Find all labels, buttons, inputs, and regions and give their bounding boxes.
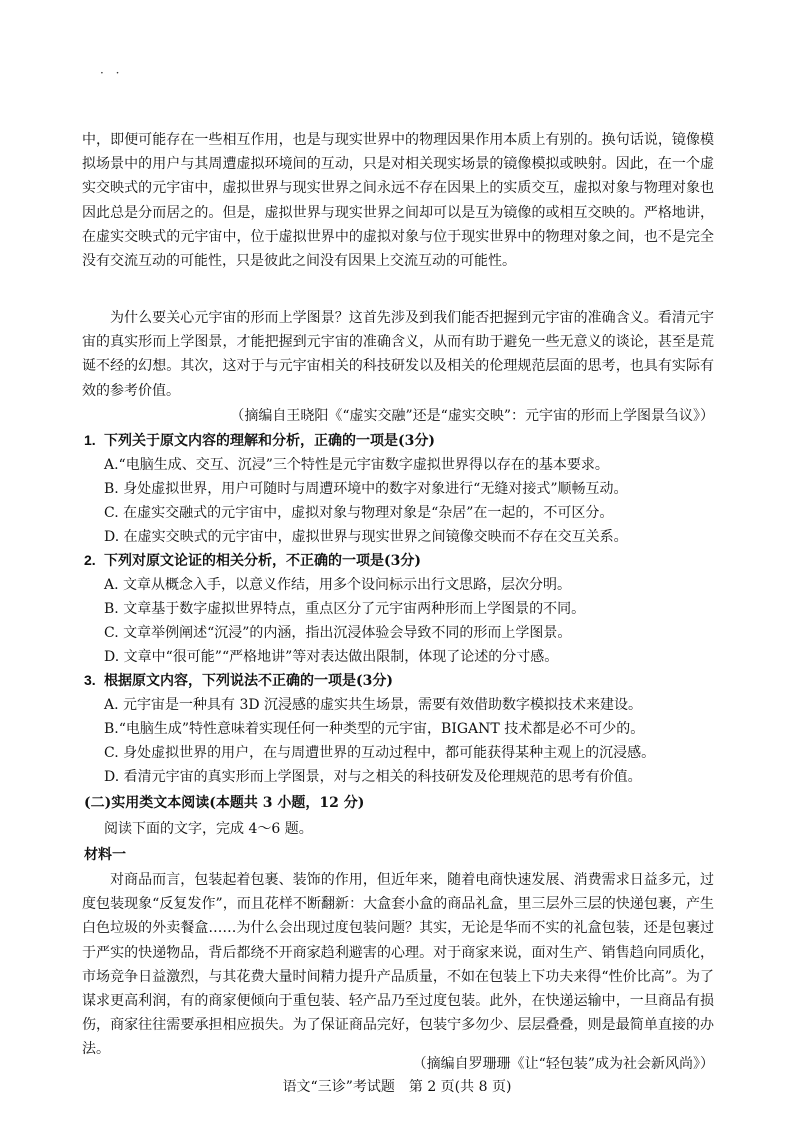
question-1-option-b: B. 身处虚拟世界，用户可随时与周遭环境中的数字对象进行“无缝对接式”顺畅互动。: [104, 481, 628, 497]
question-1-option-c: C. 在虚实交融式的元宇宙中，虚拟对象与物理对象是“杂居”在一起的，不可区分。: [104, 505, 614, 521]
scan-mark: · ·: [100, 66, 124, 80]
question-3: [84, 668, 716, 789]
source-citation-1: （摘编自王晓阳《“虚实交融”还是“虚实交映”：元宇宙的形而上学图景刍议》）: [230, 408, 714, 424]
paragraph-2: 为什么要关心元宇宙的形而上学图景？这首先涉及到我们能否把握到元宇宙的准确含义。看清元宇宙的真实形而上学图景，才能把握到元宇宙的准确含义，从而有助于避免一些无意义的谈论，甚至是荒诞不经的幻想。其次，这对于与元宇宙相关的科技研发以及相关的伦理规范层面的思考，也具有实际有效的参考价值。: [82, 310, 714, 399]
paragraph-1: 中，即便可能存在一些相互作用，也是与现实世界中的物理因果作用本质上有别的。换句话说，镜像模拟场景中的用户与其周遭虚拟环境间的互动，只是对相关现实场景的镜像模拟或映射。因此，在一个虚实交映式的元宇宙中，虚拟世界与现实世界之间永远不存在因果上的实质交互，虚拟对象与物理对象也因此总是分而居之的。但是，虚拟世界与现实世界之间却可以是互为镜像的或相互交映的。严格地讲，在虚实交映式的元宇宙中，位于虚拟世界中的虚拟对象与位于现实世界中的物理对象之间，也不是完全没有交流互动的可能性，只是彼此之间没有因果上交流互动的可能性。: [82, 132, 714, 270]
question-2-option-c: C. 文章举例阐述“沉浸”的内涵，指出沉浸体验会导致不同的形而上学图景。: [104, 625, 572, 641]
question-2-stem: 2. 下列对原文论证的相关分析，不正确的一项是(3分): [84, 552, 421, 569]
question-2-option-d: D. 文章中“很可能”“严格地讲”等对表达做出限制，体现了论述的分寸感。: [104, 649, 559, 665]
question-3-option-a: A. 元宇宙是一种具有 3D 沉浸感的虚实共生场景，需要有效借助数字模拟技术来建设。: [104, 697, 643, 713]
source-line-2: [82, 1052, 714, 1076]
question-3-stem: 3. 根据原文内容，下列说法不正确的一项是(3分): [84, 672, 393, 689]
material-1-body: [82, 868, 714, 1062]
source-line-1: [82, 404, 714, 428]
question-2-option-a: A. 文章从概念入手，以意义作结，用多个设问标示出行文思路，层次分明。: [104, 577, 572, 593]
question-2-option-b: B. 文章基于数字虚拟世界特点，重点区分了元宇宙两种形而上学图景的不同。: [104, 601, 586, 617]
question-1: [84, 428, 716, 549]
page-footer: 语文“三诊”考试题 第 2 页(共 8 页): [282, 1079, 512, 1095]
question-3-option-c: C. 身处虚拟世界的用户，在与周遭世界的互动过程中，都可能获得某种主观上的沉浸感。: [104, 745, 656, 761]
passage-continuation: [82, 128, 714, 273]
material-title: 材料一: [84, 847, 126, 863]
source-citation-2: （摘编自罗珊珊《让“轻包装”成为社会新风尚》）: [412, 1056, 714, 1072]
question-1-stem: 1. 下列关于原文内容的理解和分析，正确的一项是(3分): [84, 432, 435, 449]
passage-paragraph-2: [82, 306, 714, 403]
question-1-option-a: A.“电脑生成、交互、沉浸”三个特性是元宇宙数字虚拟世界得以存在的基本要求。: [104, 457, 609, 473]
question-3-option-b: B.“电脑生成”特性意味着实现任何一种类型的元宇宙，BIGANT 技术都是必不可少的。: [104, 721, 645, 737]
question-3-option-d: D. 看清元宇宙的真实形而上学图景，对与之相关的科技研发及伦理规范的思考有价值。: [104, 769, 642, 785]
question-2: [84, 548, 716, 669]
section-2-header: [84, 790, 716, 868]
material-1-paragraph: 对商品而言，包装起着包裹、装饰的作用，但近年来，随着电商快速发展、消费需求日益多元，过度包装现象“反复发作”，而且花样不断翻新：大盒套小盒的商品礼盒，里三层外三层的快递包裹，产生白色垃圾的外卖餐盒……为什么会出现过度包装问题？其实，无论是华而不实的礼盒包装，还是包裹过于严实的快递物品，背后都绕不开商家趋利避害的心理。对于商家来说，面对生产、销售趋向同质化，市场竞争日益激烈，与其花费大量时间精力提升产品质量，不如在包装上下功夫来得“性价比高”。为了谋求更高利润，有的商家便倾向于重包装、轻产品乃至过度包装。此外，在快递运输中，一旦商品有损伤，商家往往需要承担相应损失。为了保证商品完好，包装宁多勿少、层层叠叠，则是最简单直接的办法。: [82, 872, 714, 1058]
section-instruction: 阅读下面的文字，完成 4～6 题。: [104, 821, 313, 837]
question-1-option-d: D. 在虚实交映式的元宇宙中，虚拟世界与现实世界之间镜像交映而不存在交互关系。: [104, 529, 628, 545]
section-heading: (二)实用类文本阅读(本题共 3 小题，12 分): [84, 795, 365, 811]
